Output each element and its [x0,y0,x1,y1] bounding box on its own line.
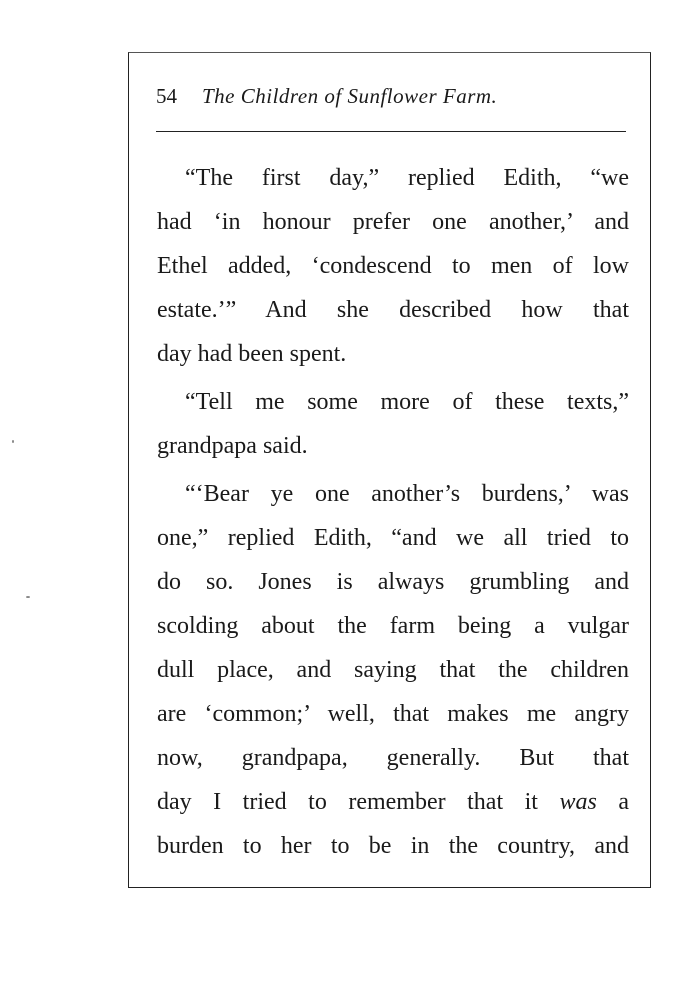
text-line: Ethel added, ‘condescend to men of low [157,253,629,279]
paper-speck [12,440,14,443]
running-head [156,84,626,114]
text-line: one,” replied Edith, “and we all tried to [157,525,629,551]
text-line: had ‘in honour prefer one another,’ and [157,209,629,235]
text-line: “The first day,” replied Edith, “we [185,165,629,191]
text-line: dull place, and saying that the children [157,657,629,683]
text-line: grandpapa said. [157,433,308,459]
text-line: scolding about the farm being a vulgar [157,613,629,639]
page-number: 54 [156,84,177,108]
header-rule [156,131,626,132]
text-line: day I tried to remember that it was a [157,789,629,815]
emphasized-word: was [559,789,597,815]
book-title: The Children of Sunflower Farm. [202,84,498,108]
text-line: “‘Bear ye one another’s burdens,’ was [185,481,629,507]
text-line: do so. Jones is always grumbling and [157,569,629,595]
text-line: “Tell me some more of these texts,” [185,389,629,415]
text-line: are ‘common;’ well, that makes me angry [157,701,629,727]
text-line: day had been spent. [157,341,347,367]
text-line: estate.’” And she described how that [157,297,629,323]
body-text [157,156,629,868]
text-line: burden to her to be in the country, and [157,833,629,859]
text-line: now, grandpapa, generally. But that [157,745,629,771]
paper-speck [26,596,30,598]
